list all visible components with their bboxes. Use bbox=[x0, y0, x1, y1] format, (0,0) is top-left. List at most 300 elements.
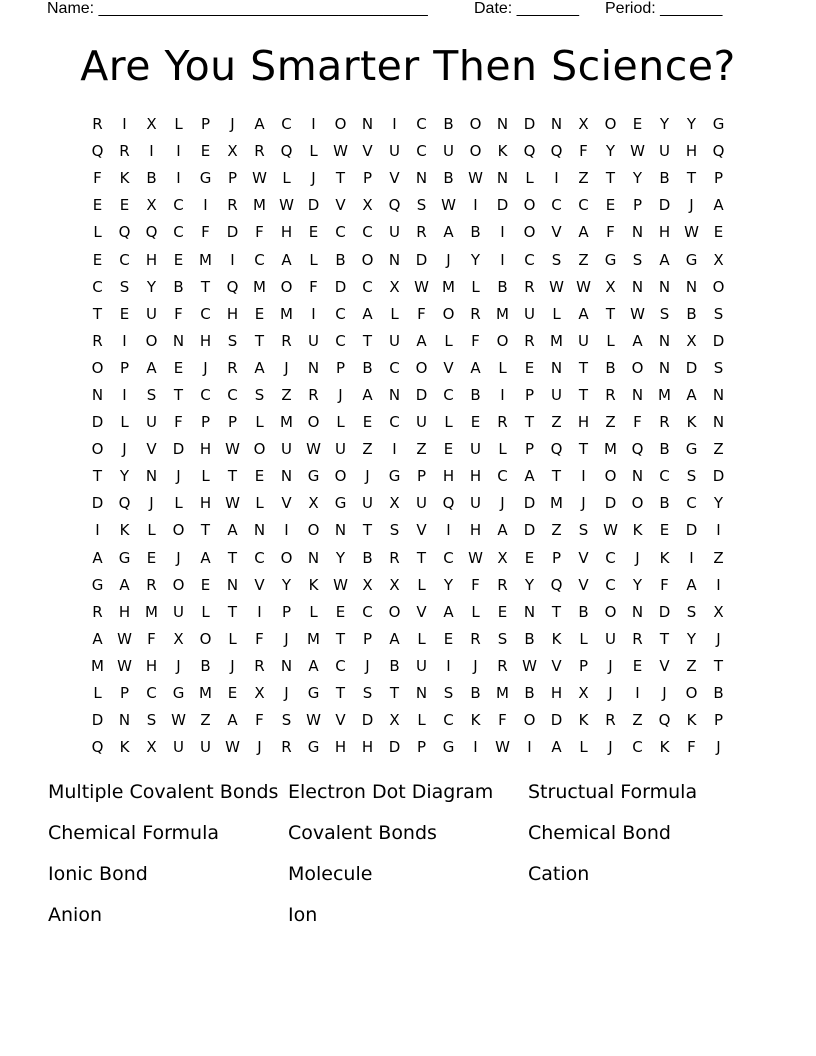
grid-letter: B bbox=[659, 169, 670, 188]
grid-letter: D bbox=[226, 223, 239, 242]
grid-letter: J bbox=[257, 738, 262, 757]
grid-letter: E bbox=[308, 223, 319, 242]
grid-letter: F bbox=[471, 331, 480, 350]
grid-letter: T bbox=[605, 304, 616, 323]
grid-letter: N bbox=[631, 602, 644, 621]
grid-letter: E bbox=[254, 467, 265, 486]
grid-letter: U bbox=[200, 738, 211, 757]
grid-letter: O bbox=[523, 223, 536, 242]
grid-letter: L bbox=[606, 331, 615, 350]
grid-letter: G bbox=[442, 738, 455, 757]
grid-letter: W bbox=[468, 548, 483, 567]
grid-letter: C bbox=[659, 467, 670, 486]
grid-row bbox=[84, 355, 732, 382]
grid-letter: X bbox=[362, 196, 373, 215]
grid-letter: N bbox=[658, 331, 671, 350]
grid-letter: R bbox=[524, 331, 535, 350]
grid-letter: C bbox=[173, 223, 184, 242]
grid-letter: U bbox=[470, 440, 481, 459]
grid-letter: B bbox=[443, 169, 454, 188]
grid-letter: M bbox=[550, 494, 563, 513]
grid-letter: X bbox=[578, 115, 589, 134]
grid-row bbox=[84, 219, 732, 246]
grid-letter: G bbox=[172, 684, 185, 703]
student-info-header bbox=[47, 0, 747, 20]
grid-letter: U bbox=[524, 304, 535, 323]
grid-letter: S bbox=[146, 385, 157, 404]
grid-letter: T bbox=[335, 169, 346, 188]
grid-letter: U bbox=[173, 602, 184, 621]
grid-letter: I bbox=[689, 548, 694, 567]
grid-letter: P bbox=[578, 656, 589, 675]
grid-letter: M bbox=[253, 277, 266, 296]
grid-letter: D bbox=[523, 494, 536, 513]
grid-letter: L bbox=[579, 738, 588, 757]
grid-letter: R bbox=[389, 548, 400, 567]
grid-letter: I bbox=[581, 467, 586, 486]
grid-letter: E bbox=[605, 196, 616, 215]
grid-letter: C bbox=[686, 494, 697, 513]
grid-letter: W bbox=[549, 277, 564, 296]
grid-letter: P bbox=[632, 196, 643, 215]
grid-letter: I bbox=[635, 684, 640, 703]
grid-letter: O bbox=[280, 548, 293, 567]
period-field[interactable]: Period: _______ bbox=[605, 0, 723, 17]
grid-letter: L bbox=[309, 602, 318, 621]
grid-letter: R bbox=[254, 656, 265, 675]
grid-letter: W bbox=[684, 223, 699, 242]
grid-letter: K bbox=[686, 711, 697, 730]
grid-letter: X bbox=[173, 629, 184, 648]
grid-letter: A bbox=[443, 223, 454, 242]
grid-letter: Q bbox=[658, 711, 671, 730]
grid-letter: A bbox=[389, 629, 400, 648]
grid-letter: P bbox=[362, 629, 373, 648]
grid-letter: R bbox=[92, 115, 103, 134]
grid-row bbox=[84, 707, 732, 734]
grid-row bbox=[84, 626, 732, 653]
grid-letter: G bbox=[118, 548, 131, 567]
grid-letter: D bbox=[415, 250, 428, 269]
grid-letter: S bbox=[389, 521, 400, 540]
grid-letter: L bbox=[201, 467, 210, 486]
grid-letter: N bbox=[280, 467, 293, 486]
grid-letter: Z bbox=[713, 440, 724, 459]
grid-letter: A bbox=[200, 548, 211, 567]
grid-letter: T bbox=[335, 629, 346, 648]
grid-letter: D bbox=[523, 115, 536, 134]
grid-letter: O bbox=[280, 277, 293, 296]
grid-letter: F bbox=[174, 304, 183, 323]
grid-letter: C bbox=[551, 196, 562, 215]
grid-letter: U bbox=[443, 142, 454, 161]
grid-letter: C bbox=[443, 548, 454, 567]
grid-letter: Y bbox=[470, 250, 481, 269]
grid-letter: O bbox=[172, 575, 185, 594]
grid-letter: J bbox=[365, 656, 370, 675]
grid-letter: J bbox=[473, 656, 478, 675]
grid-letter: Y bbox=[119, 467, 130, 486]
grid-letter: F bbox=[147, 629, 156, 648]
grid-letter: N bbox=[658, 277, 671, 296]
grid-letter: A bbox=[254, 115, 265, 134]
grid-letter: D bbox=[604, 494, 617, 513]
grid-letter: G bbox=[91, 575, 104, 594]
grid-letter: I bbox=[716, 575, 721, 594]
grid-letter: P bbox=[524, 385, 535, 404]
grid-letter: C bbox=[443, 711, 454, 730]
grid-letter: V bbox=[254, 575, 265, 594]
grid-letter: S bbox=[497, 629, 508, 648]
grid-letter: A bbox=[443, 602, 454, 621]
grid-letter: Q bbox=[118, 494, 131, 513]
grid-letter: A bbox=[497, 521, 508, 540]
grid-letter: G bbox=[307, 467, 320, 486]
grid-letter: T bbox=[686, 169, 697, 188]
grid-letter: U bbox=[308, 331, 319, 350]
grid-letter: T bbox=[551, 602, 562, 621]
grid-letter: U bbox=[281, 440, 292, 459]
grid-letter: N bbox=[226, 575, 239, 594]
grid-letter: P bbox=[227, 413, 238, 432]
grid-letter: S bbox=[362, 684, 373, 703]
grid-letter: Q bbox=[388, 196, 401, 215]
grid-letter: S bbox=[227, 331, 238, 350]
grid-row bbox=[84, 517, 732, 544]
grid-letter: H bbox=[442, 467, 455, 486]
grid-letter: R bbox=[227, 358, 238, 377]
grid-letter: C bbox=[416, 115, 427, 134]
grid-letter: R bbox=[281, 331, 292, 350]
grid-row bbox=[84, 490, 732, 517]
grid-letter: K bbox=[578, 711, 589, 730]
grid-letter: Y bbox=[335, 548, 346, 567]
grid-letter: I bbox=[392, 115, 397, 134]
grid-letter: V bbox=[416, 521, 427, 540]
grid-letter: N bbox=[631, 223, 644, 242]
grid-letter: N bbox=[388, 385, 401, 404]
grid-letter: I bbox=[446, 656, 451, 675]
grid-letter: X bbox=[389, 711, 400, 730]
grid-letter: O bbox=[523, 196, 536, 215]
grid-letter: P bbox=[200, 413, 211, 432]
grid-letter: X bbox=[146, 738, 157, 757]
grid-letter: B bbox=[200, 656, 211, 675]
grid-letter: Q bbox=[226, 277, 239, 296]
grid-letter: N bbox=[388, 250, 401, 269]
grid-row bbox=[84, 274, 732, 301]
grid-letter: G bbox=[712, 115, 725, 134]
grid-letter: P bbox=[416, 738, 427, 757]
grid-letter: O bbox=[496, 331, 509, 350]
grid-letter: L bbox=[336, 413, 345, 432]
grid-letter: I bbox=[122, 331, 127, 350]
grid-letter: B bbox=[335, 250, 346, 269]
grid-letter: N bbox=[496, 115, 509, 134]
grid-row bbox=[84, 138, 732, 165]
grid-letter: E bbox=[92, 250, 103, 269]
grid-letter: H bbox=[361, 738, 374, 757]
grid-letter: A bbox=[308, 656, 319, 675]
grid-letter: U bbox=[551, 385, 562, 404]
grid-letter: S bbox=[416, 196, 427, 215]
grid-letter: J bbox=[230, 115, 235, 134]
grid-letter: R bbox=[281, 738, 292, 757]
grid-letter: Z bbox=[281, 385, 292, 404]
grid-letter: H bbox=[550, 684, 563, 703]
grid-letter: H bbox=[685, 142, 698, 161]
grid-letter: N bbox=[91, 385, 104, 404]
grid-letter: N bbox=[145, 467, 158, 486]
grid-letter: I bbox=[230, 250, 235, 269]
grid-letter: Q bbox=[712, 142, 725, 161]
grid-letter: C bbox=[416, 142, 427, 161]
grid-letter: O bbox=[253, 440, 266, 459]
grid-row bbox=[84, 436, 732, 463]
grid-letter: K bbox=[497, 142, 508, 161]
grid-letter: V bbox=[578, 548, 589, 567]
grid-letter: U bbox=[416, 656, 427, 675]
grid-letter: A bbox=[254, 358, 265, 377]
grid-letter: T bbox=[227, 467, 238, 486]
grid-letter: L bbox=[498, 358, 507, 377]
grid-letter: I bbox=[473, 738, 478, 757]
grid-letter: N bbox=[712, 385, 725, 404]
grid-letter: U bbox=[389, 331, 400, 350]
grid-letter: W bbox=[630, 304, 645, 323]
grid-letter: C bbox=[254, 250, 265, 269]
grid-letter: I bbox=[149, 142, 154, 161]
grid-letter: A bbox=[281, 250, 292, 269]
grid-letter: N bbox=[631, 385, 644, 404]
grid-letter: F bbox=[687, 738, 696, 757]
grid-letter: O bbox=[631, 494, 644, 513]
grid-letter: V bbox=[659, 656, 670, 675]
grid-letter: O bbox=[91, 358, 104, 377]
grid-letter: K bbox=[686, 413, 697, 432]
grid-letter: N bbox=[550, 115, 563, 134]
grid-letter: K bbox=[551, 629, 562, 648]
grid-letter: B bbox=[173, 277, 184, 296]
grid-letter: T bbox=[551, 467, 562, 486]
grid-letter: N bbox=[523, 602, 536, 621]
grid-letter: A bbox=[578, 223, 589, 242]
grid-letter: P bbox=[119, 684, 130, 703]
grid-letter: W bbox=[279, 196, 294, 215]
grid-letter: B bbox=[470, 385, 481, 404]
grid-row bbox=[84, 599, 732, 626]
grid-letter: D bbox=[91, 711, 104, 730]
grid-letter: N bbox=[334, 521, 347, 540]
word-bank bbox=[48, 777, 768, 931]
grid-letter: U bbox=[389, 223, 400, 242]
grid-letter: L bbox=[444, 413, 453, 432]
grid-letter: Z bbox=[713, 548, 724, 567]
grid-letter: W bbox=[522, 656, 537, 675]
grid-row bbox=[84, 111, 732, 138]
grid-row bbox=[84, 734, 732, 761]
grid-letter: O bbox=[388, 602, 401, 621]
grid-letter: R bbox=[119, 142, 130, 161]
grid-letter: L bbox=[309, 142, 318, 161]
grid-letter: E bbox=[443, 629, 454, 648]
grid-row bbox=[84, 246, 732, 273]
grid-letter: H bbox=[658, 223, 671, 242]
grid-letter: X bbox=[389, 575, 400, 594]
grid-letter: N bbox=[658, 358, 671, 377]
grid-letter: M bbox=[91, 656, 104, 675]
grid-letter: L bbox=[552, 304, 561, 323]
grid-letter: A bbox=[713, 196, 724, 215]
grid-letter: M bbox=[496, 684, 509, 703]
grid-letter: Z bbox=[578, 169, 589, 188]
grid-letter: A bbox=[659, 250, 670, 269]
grid-letter: B bbox=[686, 304, 697, 323]
grid-letter: U bbox=[146, 304, 157, 323]
grid-letter: Q bbox=[550, 440, 563, 459]
grid-letter: Z bbox=[362, 440, 373, 459]
grid-letter: S bbox=[146, 711, 157, 730]
grid-letter: S bbox=[632, 250, 643, 269]
grid-letter: B bbox=[470, 684, 481, 703]
grid-letter: W bbox=[603, 521, 618, 540]
grid-letter: L bbox=[93, 684, 102, 703]
grid-letter: E bbox=[524, 358, 535, 377]
grid-letter: T bbox=[578, 358, 589, 377]
grid-letter: H bbox=[145, 250, 158, 269]
grid-letter: J bbox=[284, 629, 289, 648]
grid-letter: L bbox=[174, 494, 183, 513]
grid-letter: C bbox=[389, 413, 400, 432]
name-field[interactable]: Name: _____________________________________ bbox=[47, 0, 428, 17]
grid-letter: O bbox=[172, 521, 185, 540]
grid-letter: E bbox=[632, 656, 643, 675]
grid-letter: I bbox=[500, 223, 505, 242]
grid-letter: Q bbox=[91, 738, 104, 757]
grid-letter: I bbox=[311, 115, 316, 134]
grid-letter: M bbox=[199, 684, 212, 703]
date-field[interactable]: Date: _______ bbox=[474, 0, 579, 17]
grid-letter: Y bbox=[632, 169, 643, 188]
grid-letter: F bbox=[606, 223, 615, 242]
grid-letter: C bbox=[497, 467, 508, 486]
grid-letter: M bbox=[145, 602, 158, 621]
grid-letter: J bbox=[176, 467, 181, 486]
grid-letter: H bbox=[118, 602, 131, 621]
grid-letter: R bbox=[92, 331, 103, 350]
grid-letter: P bbox=[281, 602, 292, 621]
grid-letter: W bbox=[225, 440, 240, 459]
grid-letter: X bbox=[146, 115, 157, 134]
grid-letter: O bbox=[307, 413, 320, 432]
grid-row bbox=[84, 572, 732, 599]
grid-letter: H bbox=[577, 413, 590, 432]
grid-letter: W bbox=[252, 169, 267, 188]
grid-letter: Q bbox=[118, 223, 131, 242]
grid-letter: A bbox=[119, 575, 130, 594]
grid-letter: L bbox=[255, 413, 264, 432]
grid-letter: W bbox=[333, 575, 348, 594]
grid-letter: O bbox=[334, 467, 347, 486]
grid-letter: B bbox=[362, 358, 373, 377]
grid-row bbox=[84, 680, 732, 707]
grid-letter: J bbox=[284, 358, 289, 377]
grid-letter: A bbox=[632, 331, 643, 350]
grid-letter: A bbox=[227, 711, 238, 730]
grid-letter: I bbox=[122, 385, 127, 404]
grid-letter: E bbox=[173, 250, 184, 269]
grid-letter: B bbox=[146, 169, 157, 188]
grid-letter: D bbox=[91, 413, 104, 432]
grid-letter: S bbox=[713, 304, 724, 323]
grid-letter: L bbox=[579, 629, 588, 648]
grid-letter: H bbox=[469, 467, 482, 486]
grid-letter: V bbox=[335, 711, 346, 730]
grid-letter: X bbox=[713, 602, 724, 621]
grid-letter: O bbox=[469, 115, 482, 134]
grid-letter: Y bbox=[713, 494, 724, 513]
grid-letter: E bbox=[713, 223, 724, 242]
grid-letter: Y bbox=[632, 575, 643, 594]
grid-letter: L bbox=[147, 521, 156, 540]
grid-letter: M bbox=[307, 629, 320, 648]
grid-letter: S bbox=[578, 521, 589, 540]
grid-letter: J bbox=[446, 250, 451, 269]
grid-letter: F bbox=[309, 277, 318, 296]
grid-letter: C bbox=[389, 358, 400, 377]
grid-letter: E bbox=[119, 196, 130, 215]
grid-letter: B bbox=[389, 656, 400, 675]
grid-letter: X bbox=[227, 142, 238, 161]
word-list-item: Ionic Bond bbox=[48, 863, 148, 885]
grid-letter: V bbox=[443, 358, 454, 377]
grid-letter: D bbox=[712, 331, 725, 350]
grid-letter: I bbox=[500, 250, 505, 269]
grid-row bbox=[84, 328, 732, 355]
grid-letter: P bbox=[362, 169, 373, 188]
grid-letter: V bbox=[281, 494, 292, 513]
grid-letter: M bbox=[442, 277, 455, 296]
grid-letter: R bbox=[632, 629, 643, 648]
grid-letter: I bbox=[311, 304, 316, 323]
grid-letter: A bbox=[578, 304, 589, 323]
grid-letter: N bbox=[307, 358, 320, 377]
grid-letter: O bbox=[91, 440, 104, 459]
grid-letter: R bbox=[497, 656, 508, 675]
grid-letter: J bbox=[230, 656, 235, 675]
grid-letter: E bbox=[173, 358, 184, 377]
grid-letter: L bbox=[498, 440, 507, 459]
grid-letter: P bbox=[119, 358, 130, 377]
grid-letter: R bbox=[308, 385, 319, 404]
grid-letter: D bbox=[307, 196, 320, 215]
word-list-item: Multiple Covalent Bonds bbox=[48, 781, 279, 803]
grid-letter: L bbox=[93, 223, 102, 242]
grid-letter: B bbox=[497, 277, 508, 296]
grid-letter: A bbox=[416, 331, 427, 350]
word-list-item: Cation bbox=[528, 863, 590, 885]
grid-letter: D bbox=[361, 711, 374, 730]
grid-letter: K bbox=[308, 575, 319, 594]
grid-letter: C bbox=[335, 223, 346, 242]
grid-letter: H bbox=[199, 440, 212, 459]
grid-letter: J bbox=[500, 494, 505, 513]
grid-letter: C bbox=[443, 385, 454, 404]
grid-letter: Q bbox=[631, 440, 644, 459]
grid-letter: Y bbox=[686, 629, 697, 648]
grid-letter: C bbox=[200, 385, 211, 404]
grid-letter: W bbox=[225, 738, 240, 757]
